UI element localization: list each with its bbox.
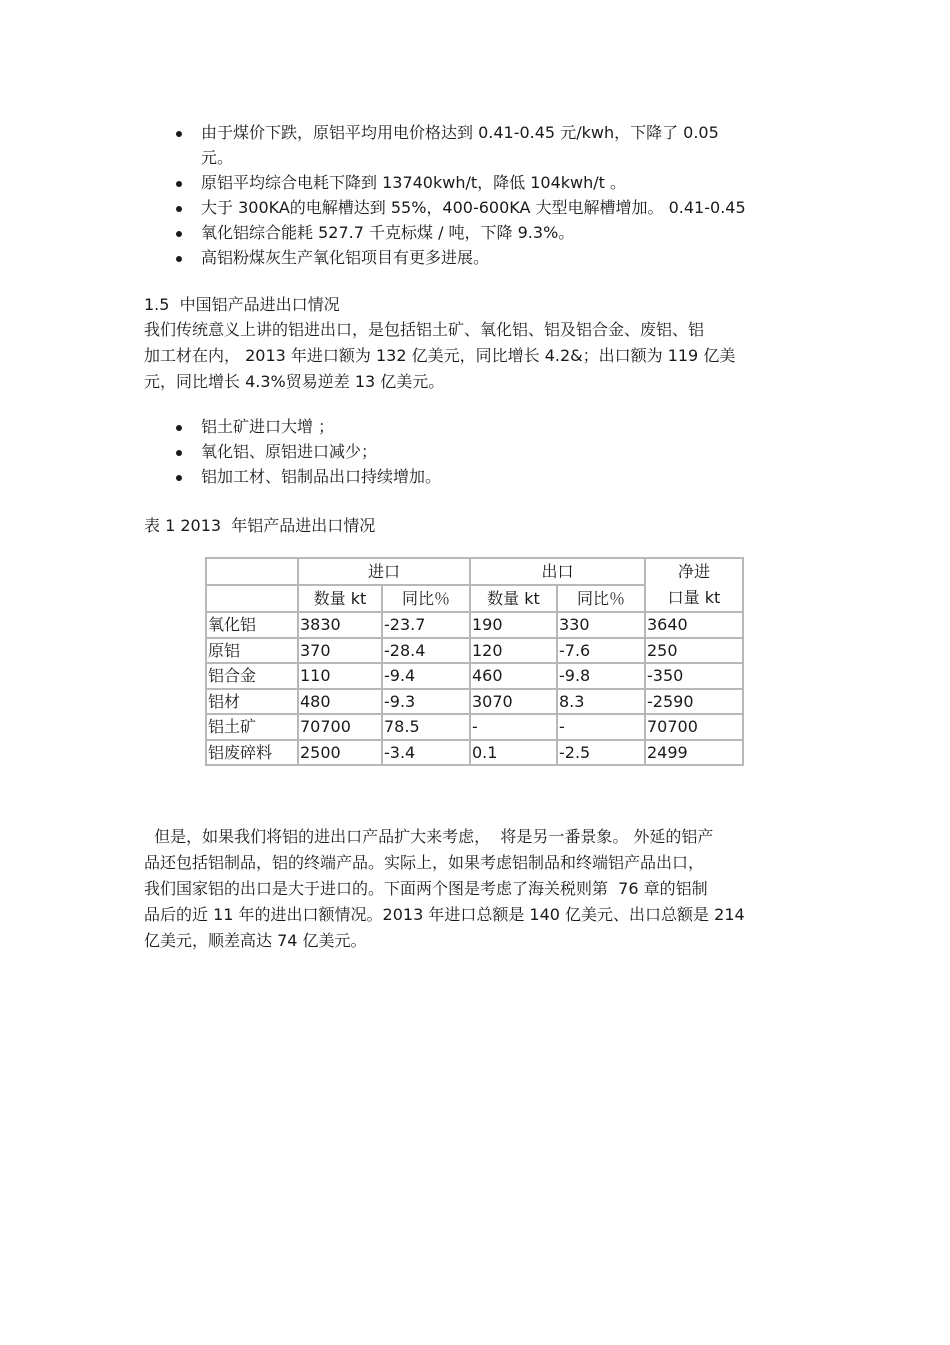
- bullet-dot-icon: [176, 181, 182, 187]
- export-qty-cell: 3070: [470, 689, 557, 715]
- header-corner: [206, 558, 298, 585]
- paragraph-line: 亿美元，顺差高达 74 亿美元。: [144, 931, 367, 950]
- import-qty-cell: 370: [298, 638, 382, 664]
- list-item: 铝加工材、铝制品出口持续增加。: [174, 464, 814, 489]
- header-corner: [206, 585, 298, 612]
- header-export-yoy: 同比％: [557, 585, 645, 612]
- net-cell: 3640: [645, 612, 743, 638]
- export-qty-cell: 460: [470, 663, 557, 689]
- row-name: 原铝: [206, 638, 298, 664]
- export-qty-cell: 190: [470, 612, 557, 638]
- bullet-dot-icon: [176, 131, 182, 137]
- net-cell: 70700: [645, 714, 743, 740]
- table-row: [206, 689, 743, 715]
- row-name: 铝材: [206, 689, 298, 715]
- row-name: 铝合金: [206, 663, 298, 689]
- list-item: 铝土矿进口大增 ；: [174, 414, 814, 439]
- import-qty-cell: 2500: [298, 740, 382, 766]
- paragraph-line: 元，同比增长 4.3%贸易逆差 13 亿美元。: [144, 372, 445, 391]
- header-export-qty: 数量 kt: [470, 585, 557, 612]
- table-caption: 表 1 2013 年铝产品进出口情况: [144, 516, 376, 535]
- import-yoy-cell: -3.4: [382, 740, 470, 766]
- import-yoy-cell: 78.5: [382, 714, 470, 740]
- intro-paragraph: [144, 317, 810, 395]
- list-item: 大于 300KA的电解槽达到 55%，400-600KA 大型电解槽增加。 0.41-0.45: [174, 195, 814, 220]
- list-item: 氧化铝、原铝进口减少；: [174, 439, 814, 464]
- header-export: 出口: [470, 558, 645, 585]
- trade-table: [205, 557, 744, 766]
- bullet-dot-icon: [176, 256, 182, 262]
- paragraph-line: 我们传统意义上讲的铝进出口，是包括铝土矿、氧化铝、铝及铝合金、废铝、铝: [144, 320, 705, 339]
- export-qty-cell: 0.1: [470, 740, 557, 766]
- paragraph-line: 加工材在内， 2013 年进口额为 132 亿美元，同比增长 4.2&；出口额为 119 亿美: [144, 346, 736, 365]
- table-header-row: [206, 558, 743, 585]
- header-import: 进口: [298, 558, 470, 585]
- import-qty-cell: 3830: [298, 612, 382, 638]
- table-row: [206, 612, 743, 638]
- import-yoy-cell: -9.4: [382, 663, 470, 689]
- bullet-dot-icon: [176, 475, 182, 481]
- bullet-list-trade: [174, 414, 814, 489]
- row-name: 铝废碎料: [206, 740, 298, 766]
- net-cell: 2499: [645, 740, 743, 766]
- import-qty-cell: 480: [298, 689, 382, 715]
- list-item: 氧化铝综合能耗 527.7 千克标煤 / 吨，下降 9.3%。: [174, 220, 814, 245]
- export-yoy-cell: 8.3: [557, 689, 645, 715]
- section-heading: 1.5 中国铝产品进出口情况: [144, 295, 340, 314]
- list-item: 原铝平均综合电耗下降到 13740kwh/t，降低 104kwh/t 。: [174, 170, 814, 195]
- export-qty-cell: 120: [470, 638, 557, 664]
- table-row: [206, 638, 743, 664]
- table-row: [206, 714, 743, 740]
- export-yoy-cell: -2.5: [557, 740, 645, 766]
- bullet-dot-icon: [176, 425, 182, 431]
- list-item: 由于煤价下跌，原铝平均用电价格达到 0.41-0.45 元/kwh，下降了 0.05 元。: [174, 120, 814, 170]
- export-qty-cell: -: [470, 714, 557, 740]
- bullet-dot-icon: [176, 206, 182, 212]
- header-import-qty: 数量 kt: [298, 585, 382, 612]
- export-yoy-cell: -: [557, 714, 645, 740]
- net-cell: 250: [645, 638, 743, 664]
- import-yoy-cell: -28.4: [382, 638, 470, 664]
- export-yoy-cell: -7.6: [557, 638, 645, 664]
- table-row: [206, 663, 743, 689]
- paragraph-line: 但是，如果我们将铝的进出口产品扩大来考虑， 将是另一番景象。 外延的铝产: [144, 827, 714, 846]
- net-cell: -350: [645, 663, 743, 689]
- bullet-list-energy: [174, 120, 814, 270]
- list-item: 高铝粉煤灰生产氧化铝项目有更多进展。: [174, 245, 814, 270]
- export-yoy-cell: -9.8: [557, 663, 645, 689]
- bullet-dot-icon: [176, 231, 182, 237]
- net-cell: -2590: [645, 689, 743, 715]
- header-net-import: 净进 口量 kt: [645, 558, 743, 612]
- paragraph-line: 我们国家铝的出口是大于进口的。下面两个图是考虑了海关税则第 76 章的铝制: [144, 879, 708, 898]
- export-yoy-cell: 330: [557, 612, 645, 638]
- import-yoy-cell: -9.3: [382, 689, 470, 715]
- paragraph-line: 品还包括铝制品，铝的终端产品。实际上，如果考虑铝制品和终端铝产品出口，: [144, 853, 705, 872]
- import-qty-cell: 110: [298, 663, 382, 689]
- closing-paragraph: [144, 824, 810, 954]
- import-yoy-cell: -23.7: [382, 612, 470, 638]
- import-qty-cell: 70700: [298, 714, 382, 740]
- paragraph-line: 品后的近 11 年的进出口额情况。2013 年进口总额是 140 亿美元、出口总额是 214: [144, 905, 745, 924]
- bullet-dot-icon: [176, 450, 182, 456]
- row-name: 氧化铝: [206, 612, 298, 638]
- row-name: 铝土矿: [206, 714, 298, 740]
- table-row: [206, 740, 743, 766]
- header-import-yoy: 同比％: [382, 585, 470, 612]
